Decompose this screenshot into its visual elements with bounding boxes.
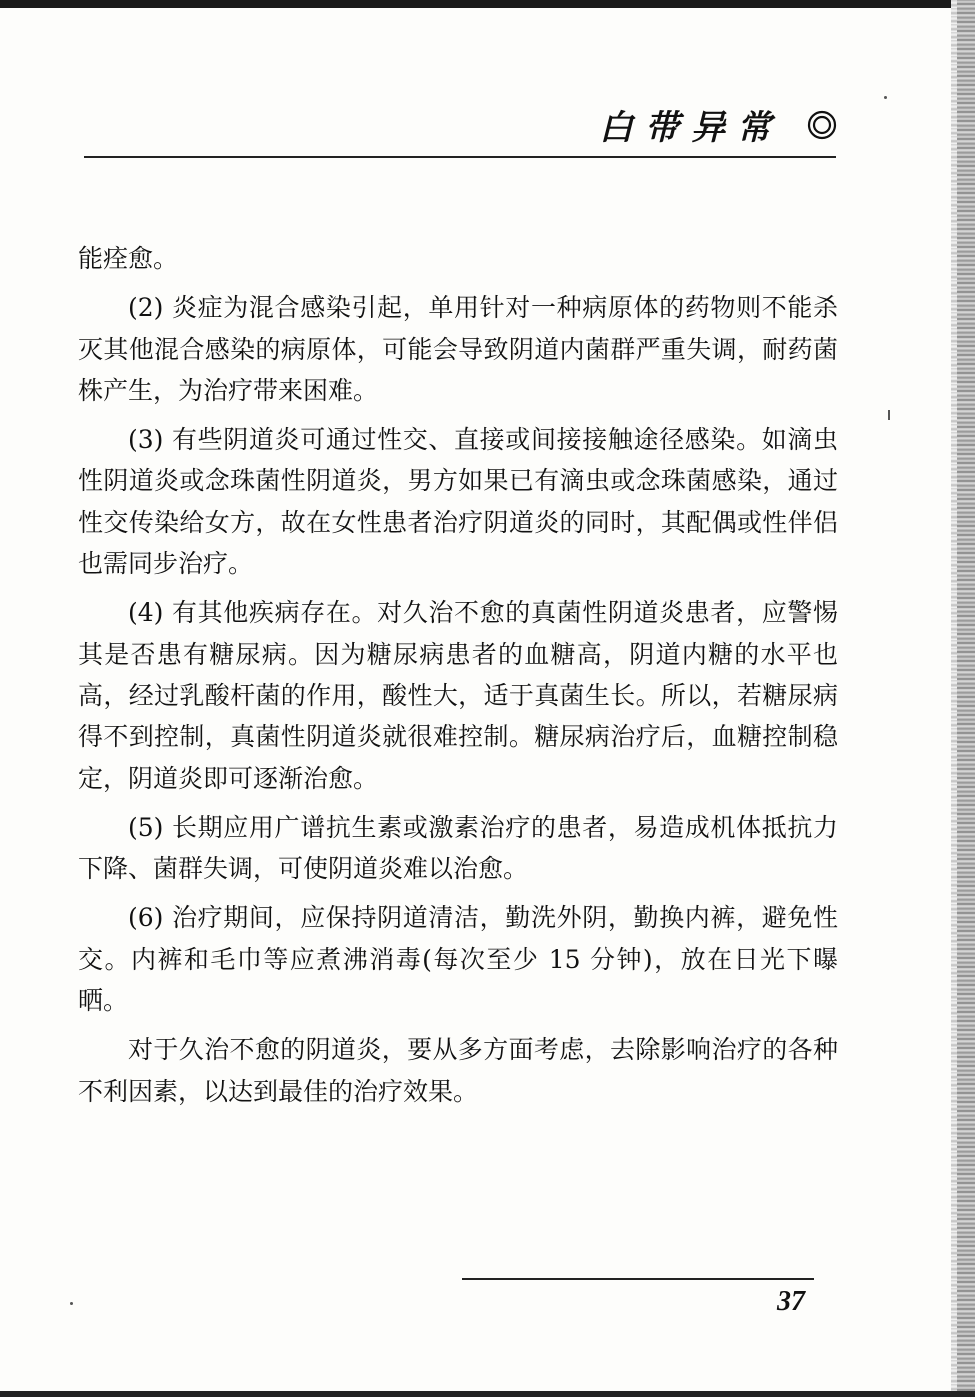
scan-speck [888,410,890,420]
paragraph-item-2: (2) 炎症为混合感染引起，单用针对一种病原体的药物则不能杀灭其他混合感染的病原体，可能会导致阴道内菌群严重失调，耐药菌株产生，为治疗带来困难。 [78,293,838,405]
paragraph-item-6: (6) 治疗期间，应保持阴道清洁，勤洗外阴，勤换内裤，避免性交。内裤和毛巾等应煮沸消毒(每次至少 15 分钟)，放在日光下曝晒。 [78,903,838,1016]
paragraph-item-3: (3) 有些阴道炎可通过性交、直接或间接接触途径感染。如滴虫性阴道炎或念珠菌性阴道炎，男方如果已有滴虫或念珠菌感染，通过性交传染给女方，故在女性患者治疗阴道炎的同时，其配偶或性伴侣也需同步治疗。 [78,425,838,579]
page-binding-edge [957,0,975,1397]
double-circle-icon [807,110,837,140]
paragraph-continuation: 能痊愈。 [78,244,179,273]
body-text [78,238,838,1120]
bottom-scan-edge [0,1391,975,1397]
chapter-title: 白带异常 [599,108,783,148]
scan-speck [884,96,887,99]
paragraph-conclusion: 对于久治不愈的阴道炎，要从多方面考虑，去除影响治疗的各种不利因素，以达到最佳的治疗效果。 [78,1035,838,1106]
scan-speck [70,1302,73,1305]
footer-rule [462,1278,814,1280]
top-scan-edge [0,0,960,8]
paragraph-item-5: (5) 长期应用广谱抗生素或激素治疗的患者，易造成机体抵抗力下降、菌群失调，可使阴道炎难以治愈。 [78,812,838,884]
paragraph-item-4: (4) 有其他疾病存在。对久治不愈的真菌性阴道炎患者，应警惕其是否患有糖尿病。因为糖尿病患者的血糖高，阴道内糖的水平也高，经过乳酸杆菌的作用，酸性大，适于真菌生长。所以，若糖尿病得不到控制，真菌性阴道炎就很难控制。糖尿病治疗后，血糖控制稳定，阴道炎即可逐渐治愈。 [78,598,838,793]
header-rule [84,156,836,158]
page-number: 37 [777,1286,805,1317]
running-header [599,100,837,149]
